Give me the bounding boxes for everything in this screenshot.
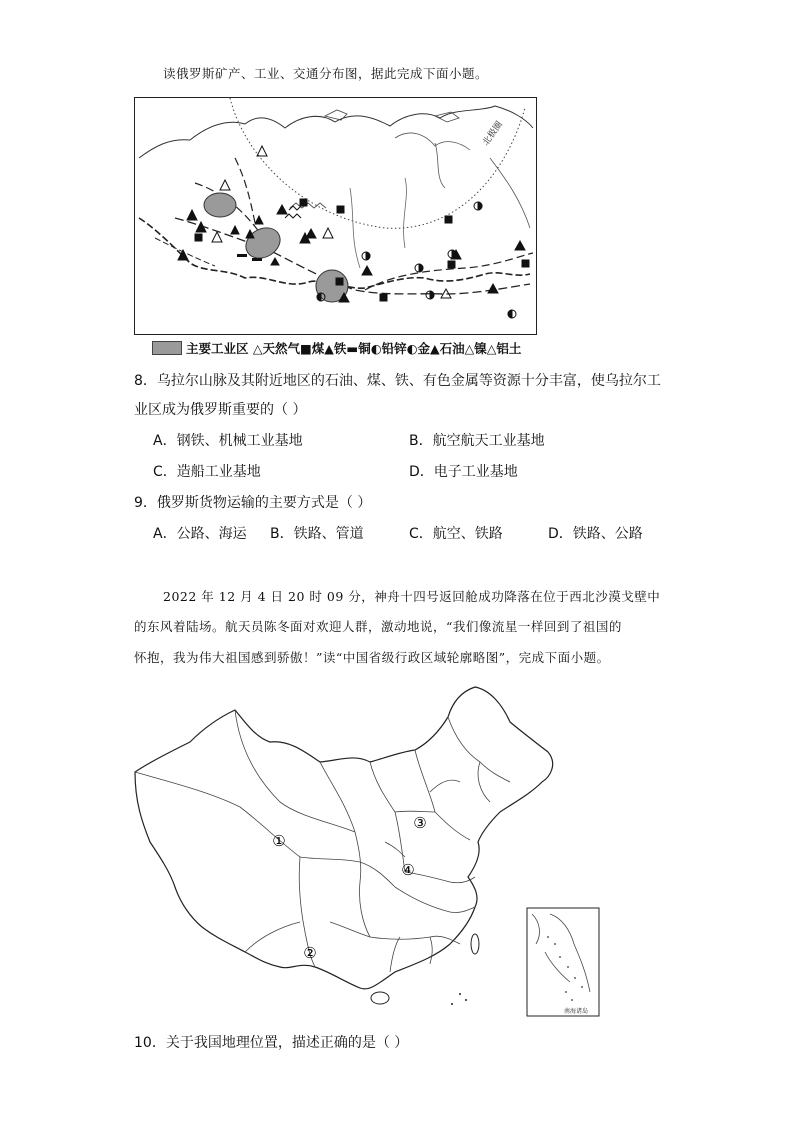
russia-map-figure — [134, 97, 537, 335]
industrial-region-swatch — [152, 341, 182, 355]
region-label-1: ① — [272, 832, 286, 850]
region-label-4: ④ — [401, 861, 415, 879]
industrial-region-ural — [240, 222, 285, 264]
q8-option-d[interactable]: D．电子工业基地 — [409, 464, 518, 480]
q8-stem-line1: 8．乌拉尔山脉及其附近地区的石油、煤、铁、有色金属等资源十分丰富，使乌拉尔工 — [134, 373, 661, 389]
railway-main — [175, 218, 530, 294]
inset-label: 南海诸岛 — [563, 1008, 589, 1015]
q9-option-b[interactable]: B．铁路、管道 — [270, 526, 364, 542]
q10-stem: 10．关于我国地理位置，描述正确的是（ ） — [134, 1035, 409, 1051]
region-label-3: ③ — [413, 814, 427, 832]
q9-stem: 9．俄罗斯货物运输的主要方式是（ ） — [134, 495, 372, 511]
q8-stem-line2: 业区成为俄罗斯重要的（ ） — [134, 402, 307, 418]
arctic-circle-label: 北极圈 — [481, 119, 505, 148]
passage-line1: 2022 年 12 月 4 日 20 时 09 分，神舟十四号返回舱成功降落在位于西北沙漠戈壁中 — [163, 589, 661, 604]
hainan-island — [371, 992, 389, 1004]
q9-option-c[interactable]: C．航空、铁路 — [409, 526, 503, 542]
q8-option-b[interactable]: B．航空航天工业基地 — [409, 433, 545, 449]
china-map-figure — [130, 682, 610, 1022]
taiwan-island — [471, 934, 479, 954]
passage-line3: 怀抱，我为伟大祖国感到骄傲！”读“中国省级行政区域轮廓略图”，完成下面小题。 — [134, 650, 610, 665]
russia-map — [135, 98, 536, 334]
russia-map-legend — [152, 339, 521, 357]
china-map — [130, 682, 610, 1022]
legend-text: 主要工业区 △天然气■煤▲铁▬铜◐铅锌◐金▲石油△镍△铝土 — [186, 341, 522, 356]
region-label-2: ② — [303, 944, 317, 962]
russia-coastline — [139, 106, 533, 158]
q9-option-a[interactable]: A．公路、海运 — [153, 526, 247, 542]
q8-option-c[interactable]: C．造船工业基地 — [153, 464, 261, 480]
q9-option-d[interactable]: D．铁路、公路 — [548, 526, 643, 542]
passage-line2: 的东风着陆场。航天员陈冬面对欢迎人群，激动地说，“我们像流星一样回到了祖国的 — [134, 619, 622, 634]
china-outline — [135, 687, 553, 989]
q8-option-a[interactable]: A．钢铁、机械工业基地 — [153, 433, 303, 449]
industrial-region-northwest — [204, 193, 236, 217]
south-china-sea-inset — [527, 908, 599, 1016]
intro-text: 读俄罗斯矿产、工业、交通分布图，据此完成下面小题。 — [163, 66, 489, 81]
